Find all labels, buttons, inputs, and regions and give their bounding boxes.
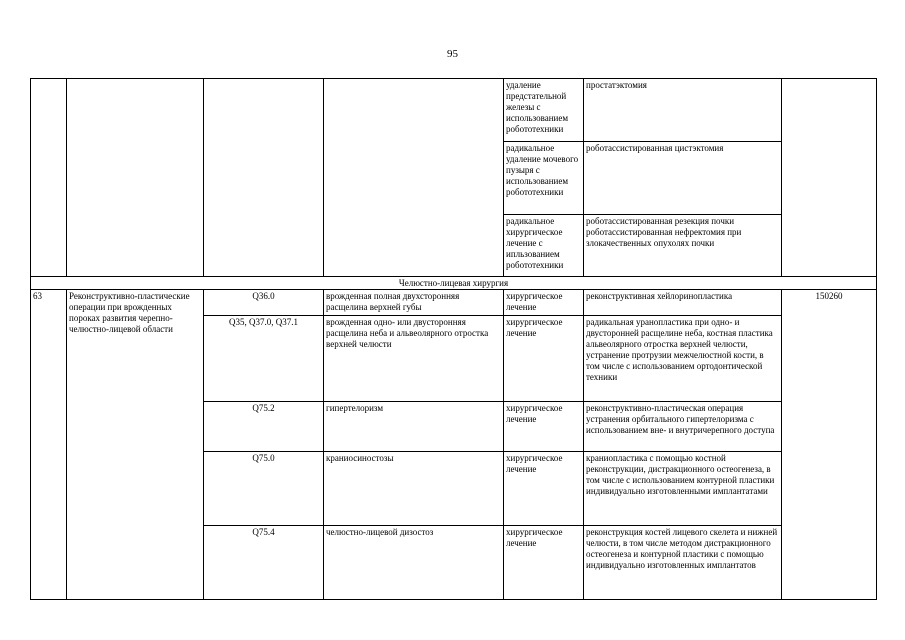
treatment-type-cell: хирургическое лечение (504, 452, 584, 526)
treatment-type-cell: хирургическое лечение (504, 290, 584, 316)
treatment-method-cell: краниопластика с помощью костной реконструкции, дистракционного остеогенеза, в том числе с использованием контурной пластики индивидуально изготовленными имплантатами (584, 452, 782, 526)
treatment-method-cell: роботассистированная резекция почки роботассистированная нефректомия при злокачественных опухолях почки (584, 215, 782, 277)
treatment-method-cell: роботассистированная цистэктомия (584, 142, 782, 215)
treatment-type-cell: удаление предстательной железы с использованием робототехники (504, 79, 584, 142)
procedures-table (30, 78, 877, 600)
treatment-type-cell: радикальное хирургическое лечение с ипльзованием робототехники (504, 215, 584, 277)
patient-model: краниосиностозы (324, 452, 504, 526)
empty-name-cell (67, 79, 204, 277)
cost-value: 150260 (782, 290, 877, 600)
patient-model: челюстно-лицевой дизостоз (324, 526, 504, 600)
treatment-method-cell: реконструкция костей лицевого скелета и нижней челюсти, в том числе методом дистракционного остеогенеза и контурной пластики с помощью индивидуально изготовленных имплантатов (584, 526, 782, 600)
treatment-method-cell: реконструктивная хейлоринопластика (584, 290, 782, 316)
patient-model: гипертелоризм (324, 402, 504, 452)
treatment-type-cell: хирургическое лечение (504, 316, 584, 402)
treatment-type-cell: хирургическое лечение (504, 402, 584, 452)
empty-num-cell (31, 79, 67, 277)
empty-model-cell (324, 79, 504, 277)
patient-model: врожденная полная двухсторонняя расщелина верхней губы (324, 290, 504, 316)
treatment-type-cell: радикальное удаление мочевого пузыря с использованием робототехники (504, 142, 584, 215)
item-name: Реконструктивно-пластические операции при врожденных пороках развития черепно-челюстно-лицевой области (67, 290, 204, 600)
empty-code-cell (204, 79, 324, 277)
continuation-row (31, 79, 877, 142)
section-heading-row (31, 277, 877, 290)
item-number: 63 (31, 290, 67, 600)
patient-model: врожденная одно- или двусторонняя расщелина неба и альвеолярного отростка верхней челюсти (324, 316, 504, 402)
empty-cost-cell (782, 79, 877, 277)
page-number: 95 (447, 48, 458, 60)
section-title: Челюстно-лицевая хирургия (31, 277, 877, 290)
icd-code: Q36.0 (204, 290, 324, 316)
treatment-method-cell: радикальная уранопластика при одно- и двусторонней расщелине неба, костная пластика альвеолярного отростка верхней челюсти, устранение протрузии межчелюстной кости, в том числе с использованием ортодонтической техники (584, 316, 782, 402)
icd-code: Q75.0 (204, 452, 324, 526)
icd-code: Q35, Q37.0, Q37.1 (204, 316, 324, 402)
treatment-method-cell: реконструктивно-пластическая операция устранения орбитального гипертелоризма с использованием вне- и внутричерепного доступа (584, 402, 782, 452)
icd-code: Q75.2 (204, 402, 324, 452)
treatment-type-cell: хирургическое лечение (504, 526, 584, 600)
treatment-method-cell: простатэктомия (584, 79, 782, 142)
table-row (31, 290, 877, 316)
icd-code: Q75.4 (204, 526, 324, 600)
